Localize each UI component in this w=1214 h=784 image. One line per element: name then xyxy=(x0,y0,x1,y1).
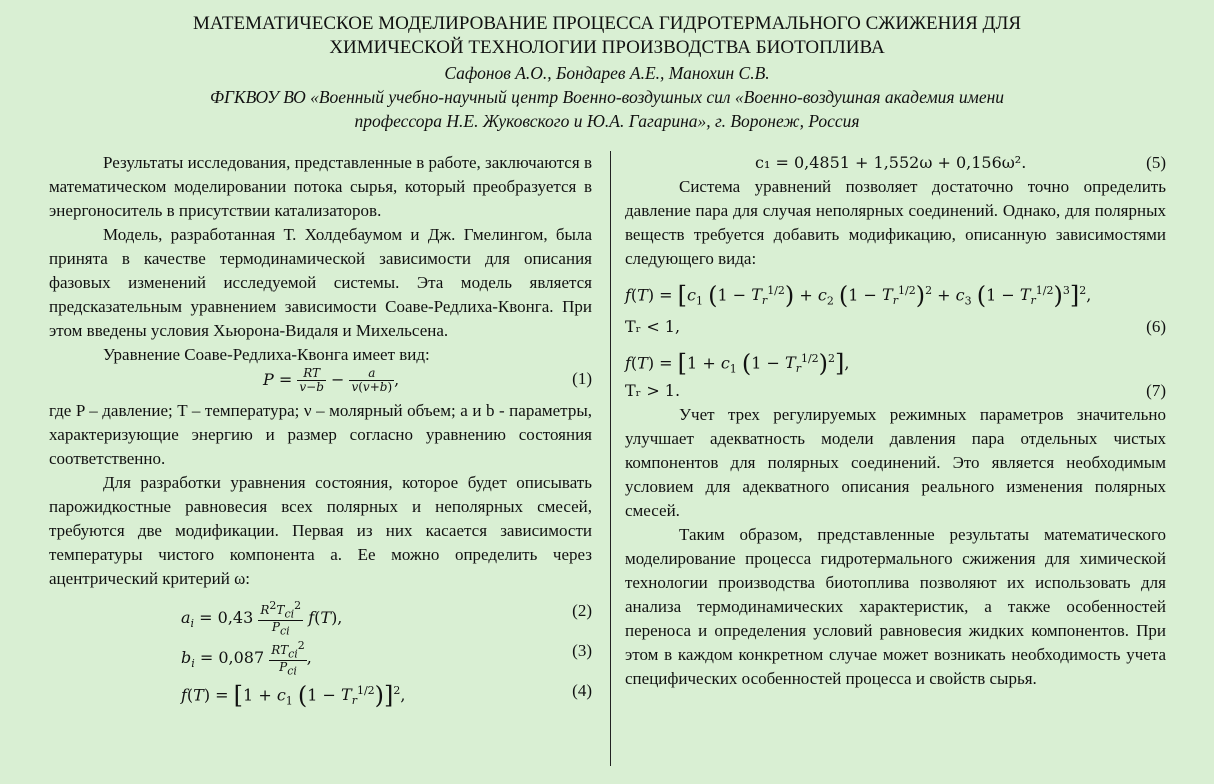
right-paragraph-3: Таким образом, представленные результаты математического моделирование процесса гидротермального сжижения для химической технологии производства биотоплива позволяют их использовать для анализа термодинамических характеристик, а также особенностей переноса и определения условий равновесия жидких компонентов. При этом в каждом конкретном случае может возникать необходимость учета специфических особенностей процесса и свойств сырья. xyxy=(625,525,1166,688)
paper-header xyxy=(0,12,1214,133)
equation-5-number: (5) xyxy=(1146,153,1166,172)
equation-1-number: (1) xyxy=(572,369,592,388)
equation-2-formula: $a_i = 0,43$ $\frac{R^2T_{ci}^2}{P_{ci}}$ f(T), xyxy=(181,599,343,638)
column-divider xyxy=(610,151,611,766)
equation-5 xyxy=(625,151,1166,175)
equation-6-condition-text: Tᵣ < 1, xyxy=(625,317,681,336)
right-paragraph-1: Система уравнений позволяет достаточно точно определить давление пара для случая неполярных соединений. Однако, для полярных веществ требуется добавить модификацию, описанную зависимостями следующего вида: xyxy=(625,177,1166,268)
equation-5-formula: c₁ = 0,4851 + 1,552ω + 0,156ω². xyxy=(755,153,1027,172)
equation-2-number: (2) xyxy=(572,601,592,620)
title-line-2: ХИМИЧЕСКОЙ ТЕХНОЛОГИИ ПРОИЗВОДСТВА БИОТОПЛИВА xyxy=(329,37,885,58)
left-column xyxy=(49,151,592,711)
left-paragraph-1: Результаты исследования, представленные в работе, заключаются в математическом моделировании потока сырья, который преобразуется в энергоноситель в присутствии катализаторов. xyxy=(49,153,592,220)
paper-title xyxy=(0,12,1214,60)
left-paragraph-5: Для разработки уравнения состояния, которое будет описывать парожидкостные равновесия всех полярных и неполярных смесей, требуются две модификации. Первая из них касается зависимости температуры чистого компонента a. Ее можно определить через ацентрический критерий ω: xyxy=(49,473,592,588)
equation-7-formula: $f(T) = [1 + c_1$ $(1 - T_r^{1/2})^2$], xyxy=(625,349,850,378)
equation-1-formula: P = $\frac{RT}{v-b}$ − $\frac{a}{v(v+b)}$ , xyxy=(263,366,400,394)
equation-3-number: (3) xyxy=(572,641,592,660)
left-paragraph-3: Уравнение Соаве-Редлиха-Квонга имеет вид: xyxy=(103,345,430,364)
equation-7-number: (7) xyxy=(1146,381,1166,400)
equation-3 xyxy=(49,631,592,678)
authors: Сафонов А.О., Бондарев А.Е., Манохин С.В. xyxy=(444,63,770,83)
affiliation xyxy=(0,85,1214,133)
right-paragraph-2: Учет трех регулируемых режимных параметров значительно улучшает адекватность модели давления пара отдельных чистых компонентов для полярных соединений. Это является необходимым условием для адекватного описания реального изменения полярных смесей. xyxy=(625,405,1166,520)
equation-6 xyxy=(625,271,1166,315)
right-column xyxy=(625,151,1166,691)
equation-6-condition xyxy=(625,315,1166,339)
affiliation-line-2: профессора Н.Е. Жуковского и Ю.А. Гагарина», г. Воронеж, Россия xyxy=(354,111,860,131)
equation-4-formula: $f(T) = [1 + c_1$ $(1 - T_r^{1/2})]^2$, xyxy=(181,681,406,710)
equation-7-condition xyxy=(625,379,1166,403)
equation-7 xyxy=(625,339,1166,379)
left-paragraph-2: Модель, разработанная Т. Холдебаумом и Дж. Гмелингом, была принята в качестве термодинамической зависимости для описания фазовых изменений исследуемой системы. Эта модель является предсказательным уравнением зависимости Соаве-Редлиха-Квонга. При этом введены условия Хьюрона-Видаля и Михельсена. xyxy=(49,225,592,340)
equation-6-number: (6) xyxy=(1146,317,1166,336)
equation-2 xyxy=(49,591,592,638)
left-paragraph-4: где P – давление; T – температура; ν – молярный объем; a и b - параметры, характеризующие энергию и размер согласно уравнению состояния соответственно. xyxy=(49,401,592,468)
equation-1 xyxy=(49,367,592,399)
equation-3-formula: $b_i = 0,087$ $\frac{RT_{ci}^2}{P_{ci}}$ , xyxy=(181,639,312,678)
equation-6-formula: $f(T) = [c_1$ $(1 - T_r^{1/2}) + c_2$ $(1 - T_r^{1/2})^2 + c_3$ $(1 - T_r^{1/2})^3]^2$, xyxy=(625,281,1092,310)
title-line-1: МАТЕМАТИЧЕСКОЕ МОДЕЛИРОВАНИЕ ПРОЦЕССА ГИДРОТЕРМАЛЬНОГО СЖИЖЕНИЯ ДЛЯ xyxy=(192,13,1022,34)
equation-7-condition-text: Tᵣ > 1. xyxy=(625,381,681,400)
affiliation-line-1: ФГКВОУ ВО «Военный учебно-научный центр Военно-воздушных сил «Военно-воздушная академия имени xyxy=(209,87,1005,107)
equation-4 xyxy=(49,671,592,711)
equation-4-number: (4) xyxy=(572,681,592,700)
